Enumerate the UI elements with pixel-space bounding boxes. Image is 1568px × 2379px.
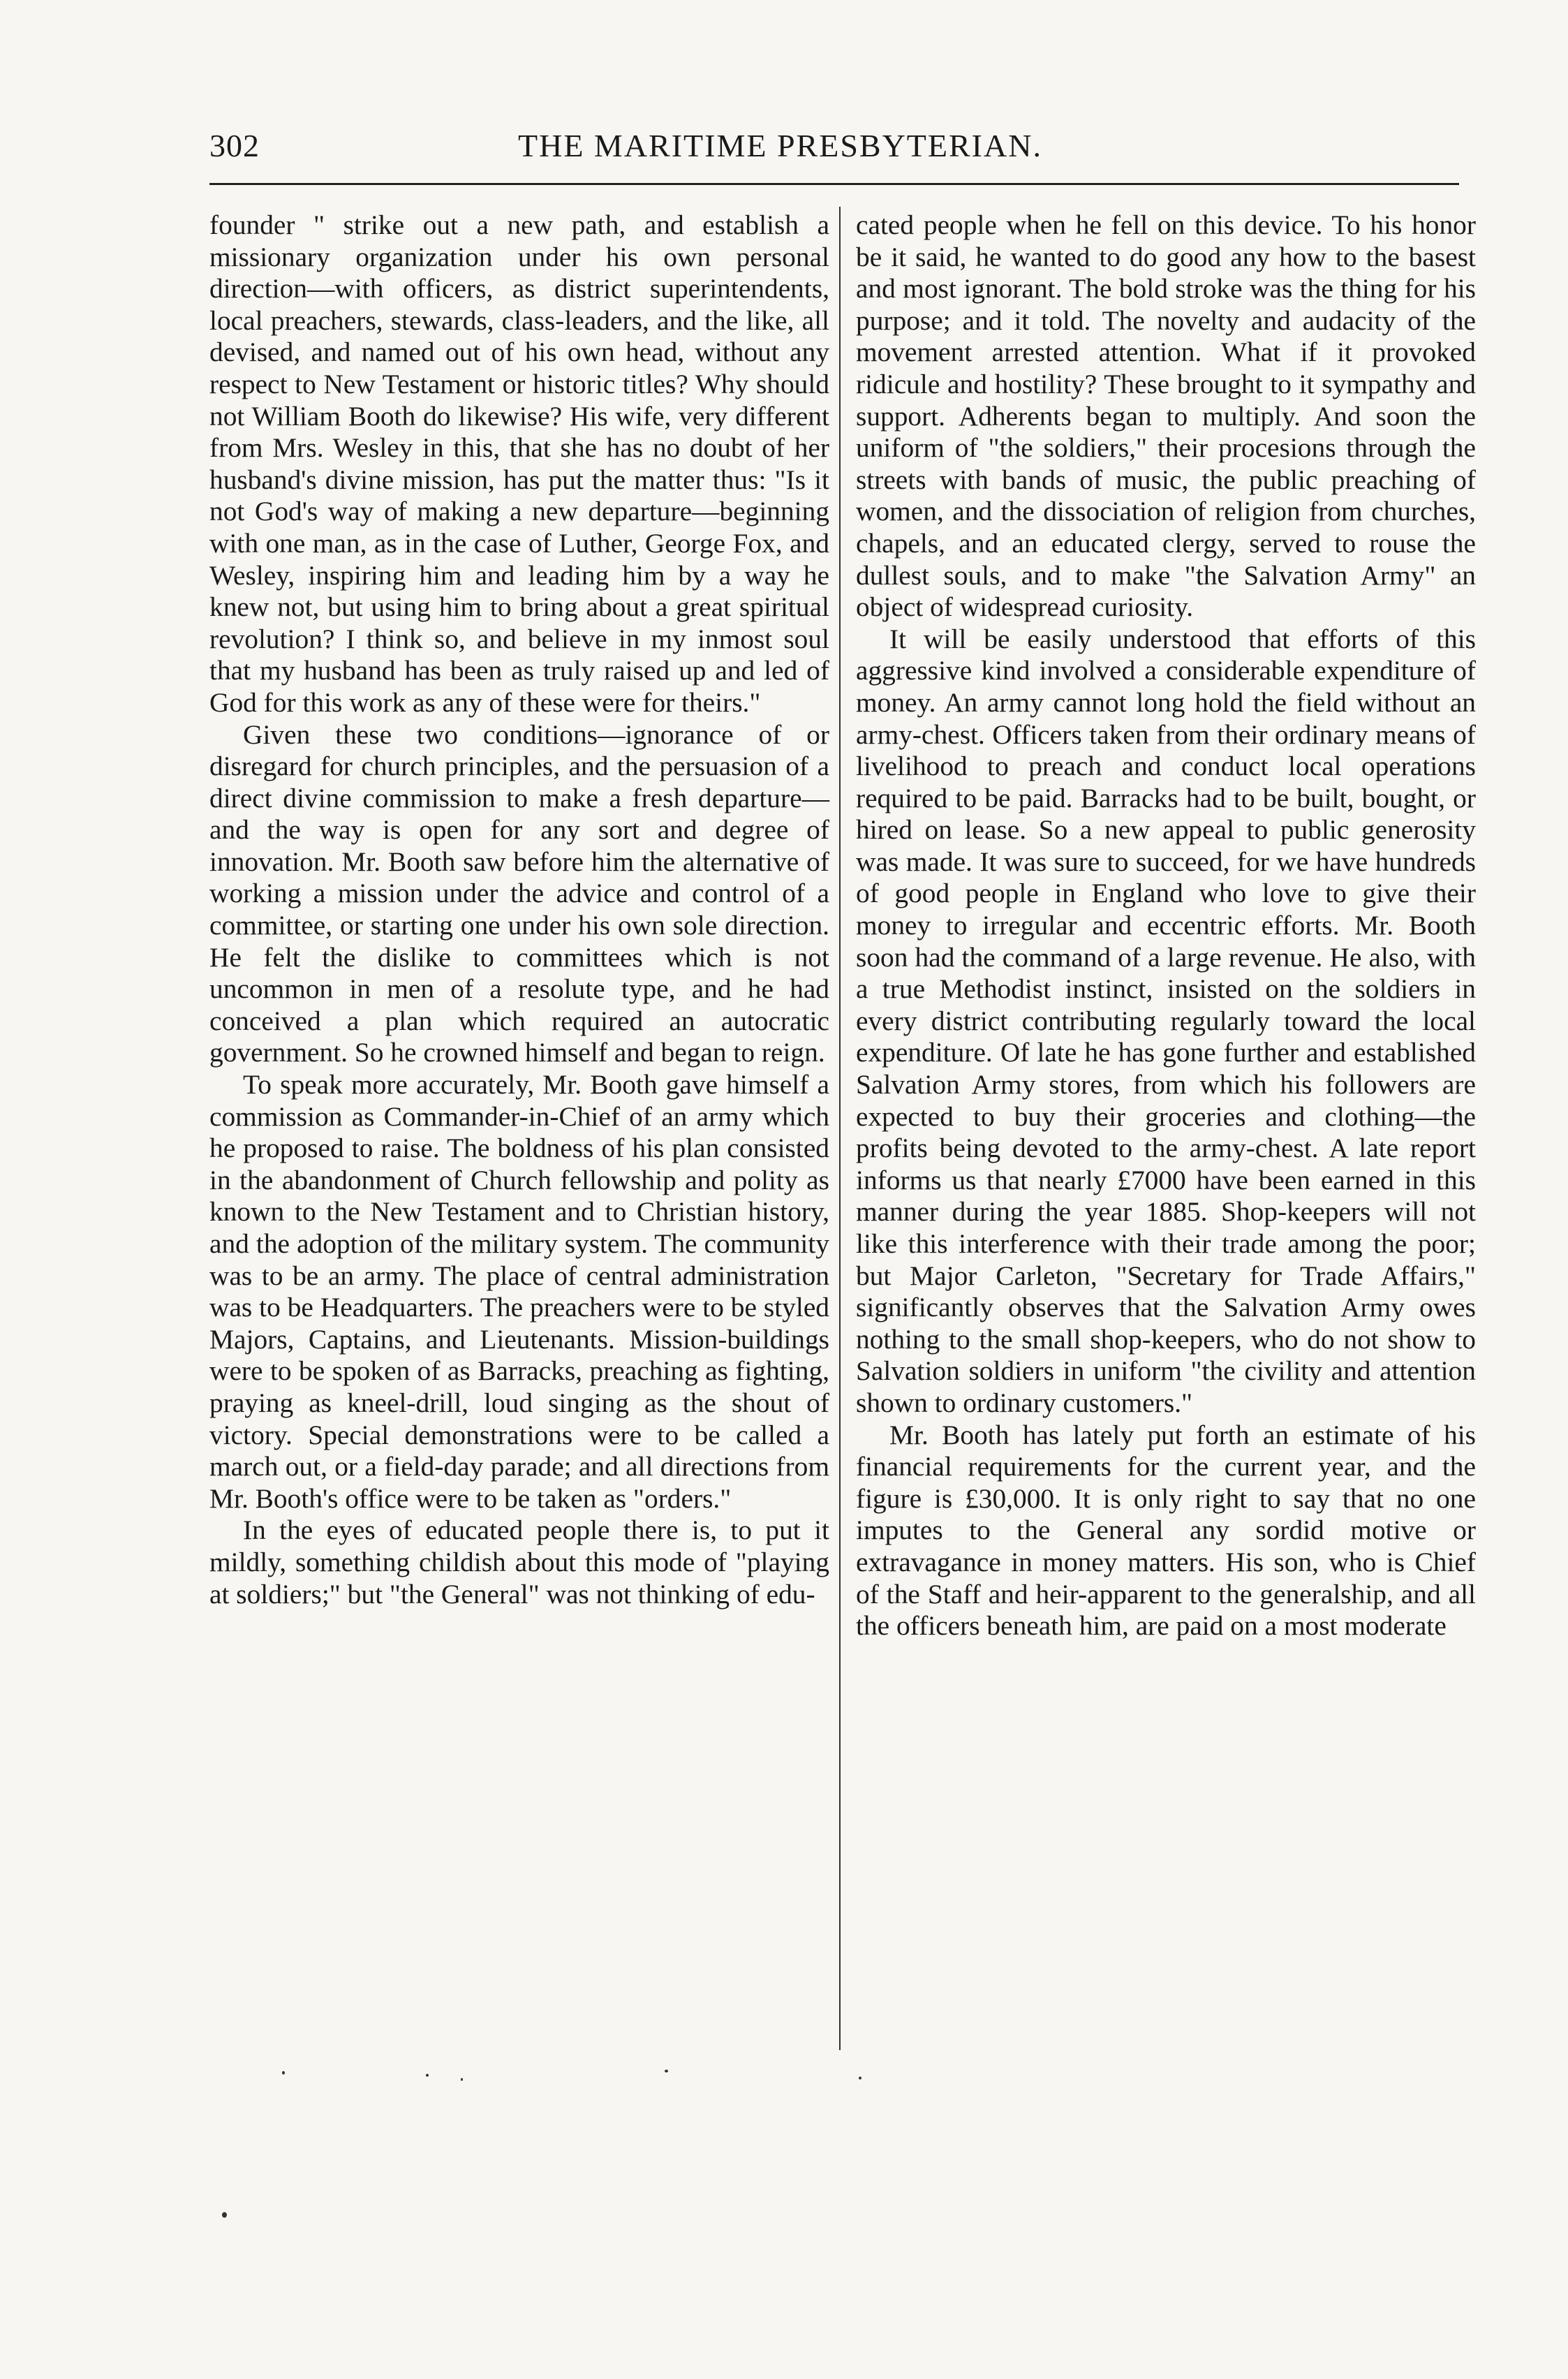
- paragraph: In the eyes of educated people there is, to put it mildly, something childish about this mode of "playing at soldiers;" but "the General" was not thinking of edu-: [209, 1515, 829, 1610]
- paragraph: Given these two conditions—ignorance of or disregard for church principles, and the persuasion of a direct divine commission to make a fresh departure—and the way is open for any sort and degree of innovation. Mr. Booth saw before him the alternative of working a mission under the advice and control of a committee, or starting one under his own sole direction. He felt the dislike to committees which is not uncommon in men of a resolute type, and he had conceived a plan which required an autocratic government. So he crowned himself and began to reign.: [209, 719, 829, 1068]
- speck: [665, 2070, 668, 2072]
- column-divider: [839, 207, 841, 2050]
- page-number: 302: [209, 128, 260, 163]
- running-head: THE MARITIME PRESBYTERIAN.: [518, 128, 1042, 163]
- paragraph: To speak more accurately, Mr. Booth gave himself a commission as Commander-in-Chief of an army which he proposed to raise. The boldness of his plan consisted in the abandonment of Church fellowship and polity as known to the New Testament and to Christian history, and the adoption of the military system. The community was to be an army. The place of central administration was to be Headquarters. The preachers were to be styled Majors, Captains, and Lieutenants. Mission-buildings were to be spoken of as Barracks, preaching as fighting, praying as kneel-drill, loud singing as the shout of victory. Special demonstrations were to be called a march out, or a field-day parade; and all directions from Mr. Booth's office were to be taken as "orders.": [209, 1069, 829, 1514]
- speck: [222, 2212, 227, 2218]
- paragraph: Mr. Booth has lately put forth an estimate of his financial requirements for the current year, and the figure is £30,000. It is only right to say that no one imputes to the General any sordid motive or extravagance in money matters. His son, who is Chief of the Staff and heir-apparent to the generalship, and all the officers beneath him, are paid on a most moderate: [856, 1419, 1476, 1642]
- print-specks: [209, 2067, 1459, 2276]
- paragraph: founder " strike out a new path, and establish a missionary organization under his own personal direction—with officers, as district superintendents, local preachers, stewards, class-leaders, and the like, all devised, and named out of his own head, without any respect to New Testament or historic titles? Why should not William Booth do likewise? His wife, very different from Mrs. Wesley in this, that she has no doubt of her husband's divine mission, has put the matter thus: "Is it not God's way of making a new departure—beginning with one man, as in the case of Luther, George Fox, and Wesley, inspiring him and leading him by a way he knew not, but using him to bring about a great spiritual revolution? I think so, and believe in my inmost soul that my husband has been as truly raised up and led of God for this work as any of these were for theirs.": [209, 209, 829, 718]
- speck: [426, 2074, 429, 2077]
- paragraph: It will be easily understood that efforts of this aggressive kind involved a considerable expenditure of money. An army cannot long hold the field without an army-chest. Officers taken from their ordinary means of livelihood to preach and conduct local operations required to be paid. Barracks had to be built, bought, or hired on lease. So a new appeal to public generosity was made. It was sure to succeed, for we have hundreds of good people in England who love to give their money to irregular and eccentric efforts. Mr. Booth soon had the command of a large revenue. He also, with a true Methodist instinct, insisted on the soldiers in every district contributing regularly toward the local expenditure. Of late he has gone further and established Salvation Army stores, from which his followers are expected to buy their groceries and clothing—the profits being devoted to the army-chest. A late report informs us that nearly £7000 have been earned in this manner during the year 1885. Shop-keepers will not like this interference with their trade among the poor; but Major Carleton, "Secretary for Trade Affairs," significantly observes that the Salvation Army owes nothing to the small shop-keepers, who do not show to Salvation soldiers in uniform "the civility and attention shown to ordinary customers.": [856, 623, 1476, 1418]
- speck: [282, 2071, 285, 2075]
- speck: [859, 2077, 861, 2079]
- header-rule: [209, 183, 1459, 185]
- speck: [461, 2078, 463, 2081]
- page-header: [209, 127, 1459, 176]
- paragraph: cated people when he fell on this device. To his honor be it said, he wanted to do good any how to the basest and most ignorant. The bold stroke was the thing for his purpose; and it told. The novelty and audacity of the movement arrested attention. What if it provoked ridicule and hostility? These brought to it sympathy and support. Adherents began to multiply. And soon the uniform of "the soldiers," their procesions through the streets with bands of music, the public preaching of women, and the dissociation of religion from churches, chapels, and an educated clergy, served to rouse the dullest souls, and to make "the Salvation Army" an object of widespread curiosity.: [856, 209, 1476, 623]
- left-column: [209, 209, 829, 1610]
- right-column: [856, 209, 1476, 1642]
